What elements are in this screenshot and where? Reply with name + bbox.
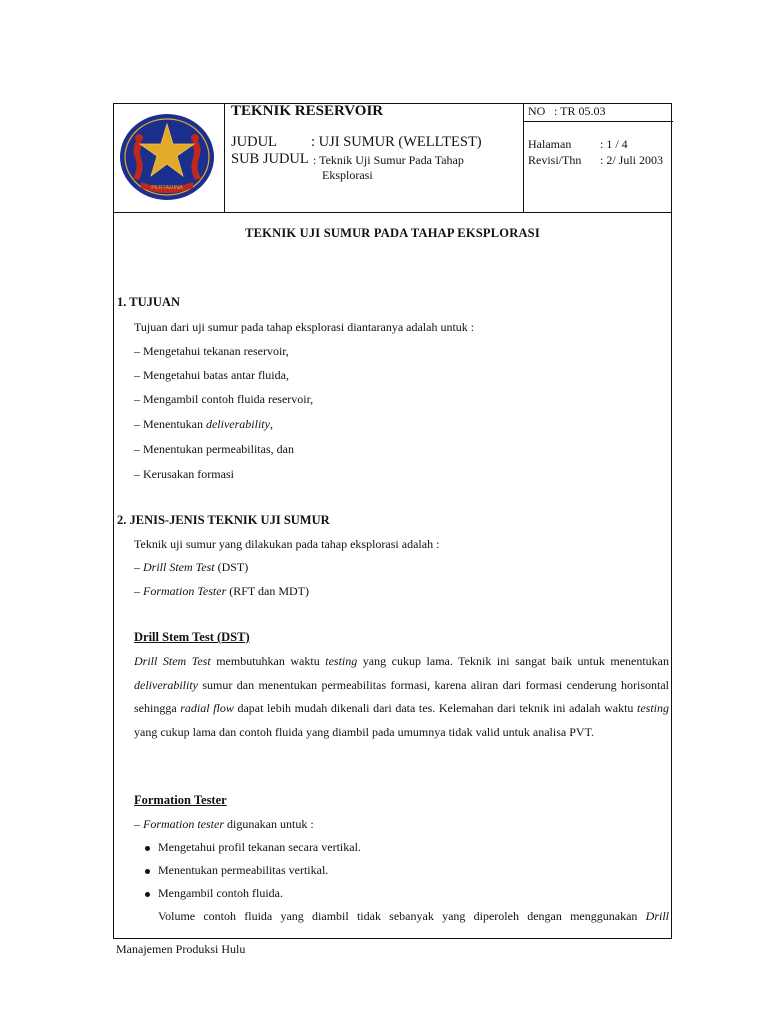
- document-title: TEKNIK UJI SUMUR PADA TAHAP EKSPLORASI: [245, 226, 540, 240]
- revisi-label: Revisi/Thn: [528, 153, 582, 167]
- section1-item: – Kerusakan formasi: [134, 467, 234, 481]
- section1-item: – Mengambil contoh fluida reservoir,: [134, 392, 314, 406]
- halaman-label: Halaman: [528, 137, 572, 151]
- section-title: TEKNIK RESERVOIR: [231, 103, 384, 119]
- section1-intro: Tujuan dari uji sumur pada tahap eksplorasi diantaranya adalah untuk :: [134, 320, 475, 334]
- svg-text:PERTAMINA: PERTAMINA: [151, 185, 183, 191]
- header-col-divider-1: [224, 104, 225, 212]
- header-no-divider: [523, 121, 673, 122]
- ft-intro: – Formation tester digunakan untuk :: [134, 817, 314, 831]
- section2-intro: Teknik uji sumur yang dilakukan pada tahap eksplorasi adalah :: [134, 537, 440, 551]
- section1-heading: 1. TUJUAN: [117, 295, 180, 309]
- section1-item: – Mengetahui batas antar fluida,: [134, 368, 289, 382]
- bullet-icon: [145, 892, 150, 897]
- section1-item: – Mengetahui tekanan reservoir,: [134, 344, 289, 358]
- revisi-value: : 2/ Juli 2003: [600, 153, 664, 167]
- bullet-icon: [145, 869, 150, 874]
- subjudul-value-line1: : Teknik Uji Sumur Pada Tahap: [313, 153, 464, 167]
- judul-value: : UJI SUMUR (WELLTEST): [311, 134, 482, 150]
- subjudul-label: SUB JUDUL: [231, 151, 309, 167]
- judul-label: JUDUL: [231, 134, 277, 150]
- ft-last-line: Volume contoh fluida yang diambil tidak sebanyak yang diperoleh dengan menggunakan Drill: [158, 909, 669, 923]
- pertamina-logo-icon: [117, 112, 217, 202]
- no-value: : TR 05.03: [554, 104, 606, 118]
- subjudul-value-line2: Eksplorasi: [322, 168, 373, 182]
- header-divider: [114, 212, 671, 213]
- section2-item-ft: – Formation Tester (RFT dan MDT): [134, 584, 310, 598]
- no-label: NO: [528, 104, 546, 118]
- section2-heading: 2. JENIS-JENIS TEKNIK UJI SUMUR: [117, 513, 330, 527]
- footer-text: Manajemen Produksi Hulu: [116, 942, 246, 956]
- halaman-value: : 1 / 4: [600, 137, 628, 151]
- ft-bullet-item: Mengambil contoh fluida.: [158, 886, 283, 900]
- section1-item: – Menentukan permeabilitas, dan: [134, 442, 294, 456]
- section1-item: – Menentukan deliverability,: [134, 417, 273, 431]
- section2-item-dst: – Drill Stem Test (DST): [134, 560, 249, 574]
- dst-heading: Drill Stem Test (DST): [134, 630, 250, 644]
- bullet-icon: [145, 846, 150, 851]
- ft-bullet-item: Menentukan permeabilitas vertikal.: [158, 863, 329, 877]
- dst-paragraph: Drill Stem Test membutuhkan waktu testing yang cukup lama. Teknik ini sangat baik untuk menentukan deliverability sumur dan menentukan permeabilitas formasi, karena aliran dari formasi cenderung horisontal sehingga radial flow dapat lebih mudah dikenali dari data tes. Kelemahan dari teknik ini adalah waktu testing yang cukup lama dan contoh fluida yang diambil pada umumnya tidak valid untuk analisa PVT.: [134, 654, 670, 739]
- ft-heading: Formation Tester: [134, 793, 227, 807]
- ft-bullet-item: Mengetahui profil tekanan secara vertikal.: [158, 840, 361, 854]
